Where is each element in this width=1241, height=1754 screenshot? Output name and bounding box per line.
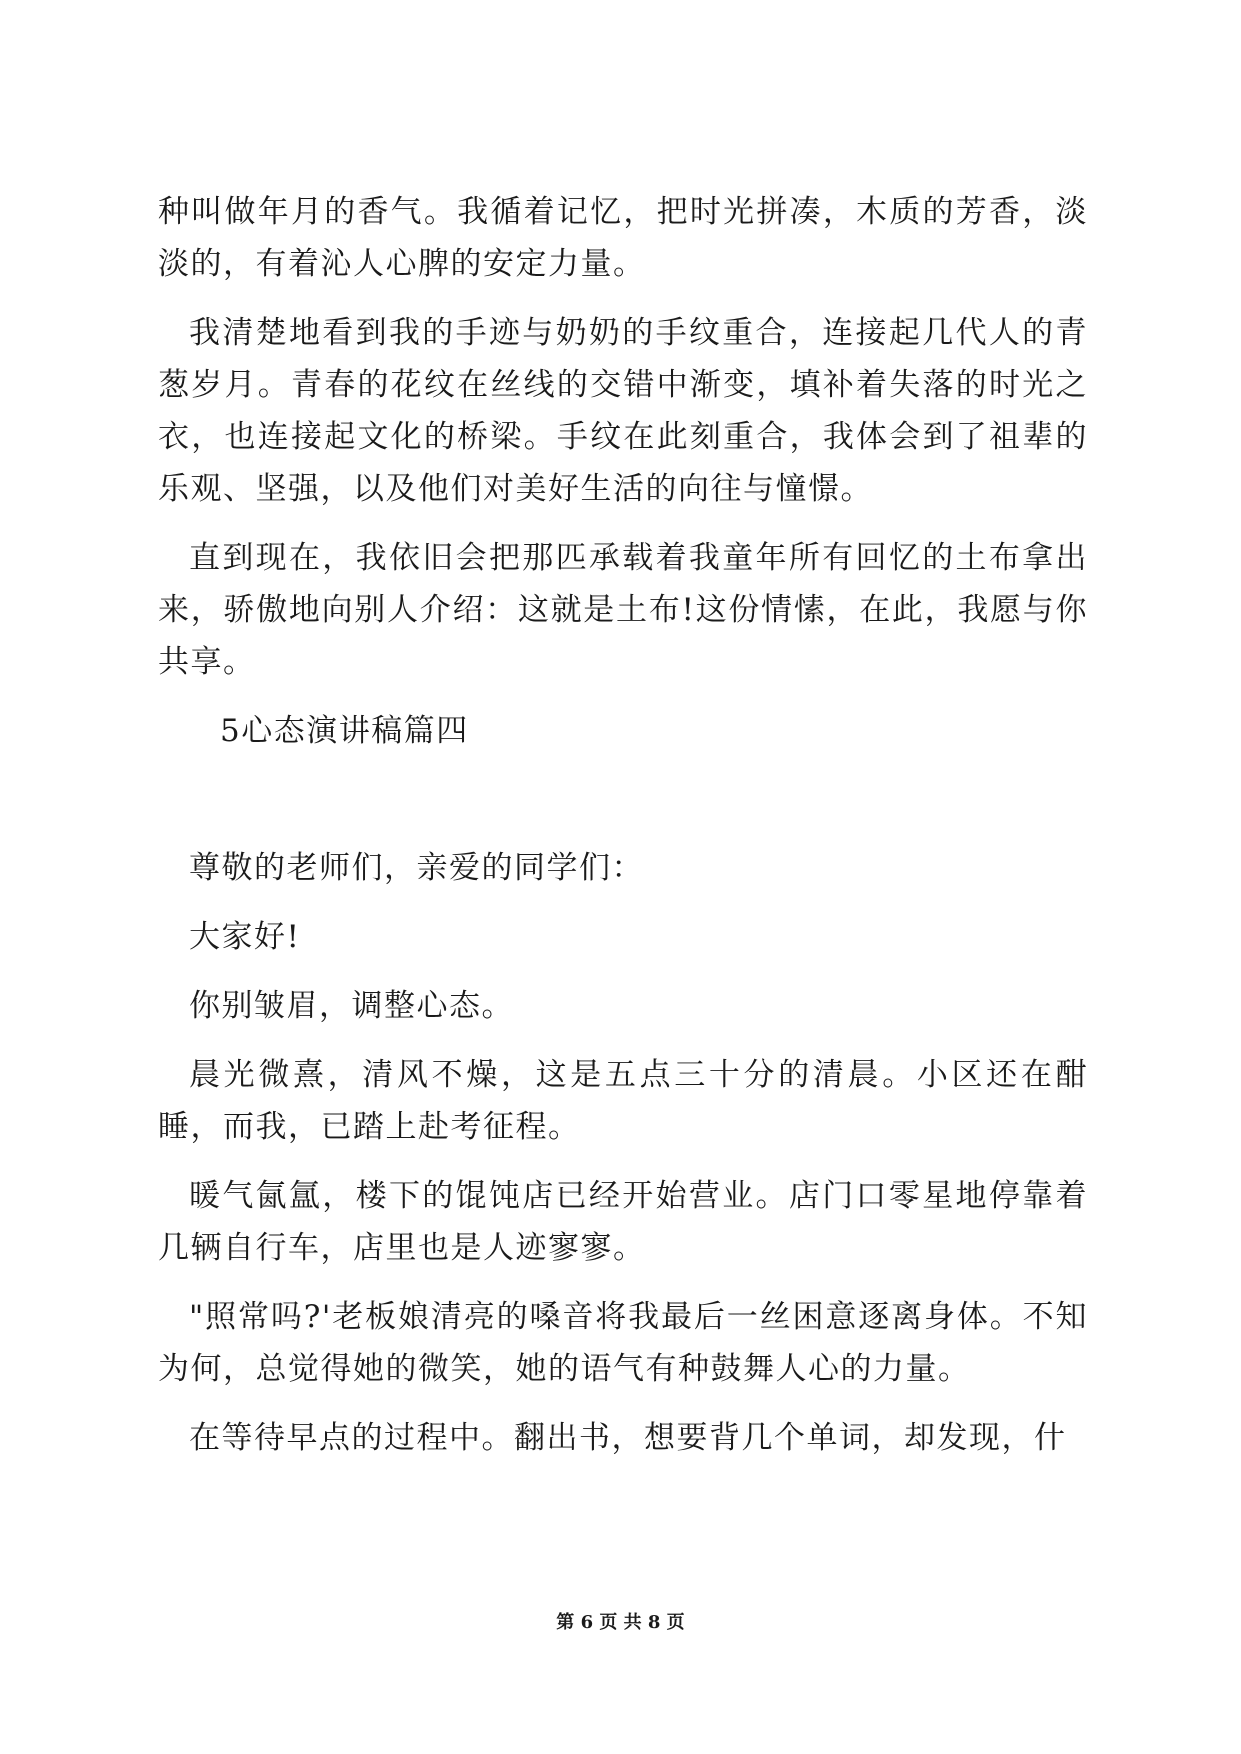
paragraph-continuation: 种叫做年月的香气。我循着记忆，把时光拼凑，木质的芳香，淡淡的，有着沁人心脾的安定力量。	[158, 194, 1088, 282]
paragraph: 晨光微熹，清风不燥，这是五点三十分的清晨。小区还在酣睡，而我，已踏上赴考征程。	[158, 1057, 1088, 1145]
paragraph: 我清楚地看到我的手迹与奶奶的手纹重合，连接起几代人的青葱岁月。青春的花纹在丝线的交错中渐变，填补着失落的时光之衣，也连接起文化的桥梁。手纹在此刻重合，我体会到了祖辈的乐观、坚强，以及他们对美好生活的向往与憧憬。	[158, 315, 1088, 507]
document-body	[158, 186, 1088, 1481]
section-heading: 5心态演讲稿篇四	[220, 713, 469, 749]
paragraph: 在等待早点的过程中。翻出书，想要背几个单词，却发现，什	[189, 1420, 1067, 1456]
page-number-footer: 第 6 页 共 8 页	[556, 1612, 685, 1633]
paragraph-salutation: 尊敬的老师们，亲爱的同学们：	[189, 850, 644, 886]
paragraph: 直到现在，我依旧会把那匹承载着我童年所有回忆的土布拿出来，骄傲地向别人介绍：这就是土布!这份情愫，在此，我愿与你共享。	[158, 540, 1088, 680]
paragraph: 你别皱眉，调整心态。	[189, 988, 514, 1024]
paragraph-greeting: 大家好!	[189, 919, 301, 955]
paragraph: "照常吗?'老板娘清亮的嗓音将我最后一丝困意逐离身体。不知为何，总觉得她的微笑，她的语气有种鼓舞人心的力量。	[158, 1299, 1088, 1387]
section-spacer	[158, 774, 1088, 842]
paragraph: 暖气氤氲，楼下的馄饨店已经开始营业。店门口零星地停靠着几辆自行车，店里也是人迹寥寥。	[158, 1178, 1088, 1266]
